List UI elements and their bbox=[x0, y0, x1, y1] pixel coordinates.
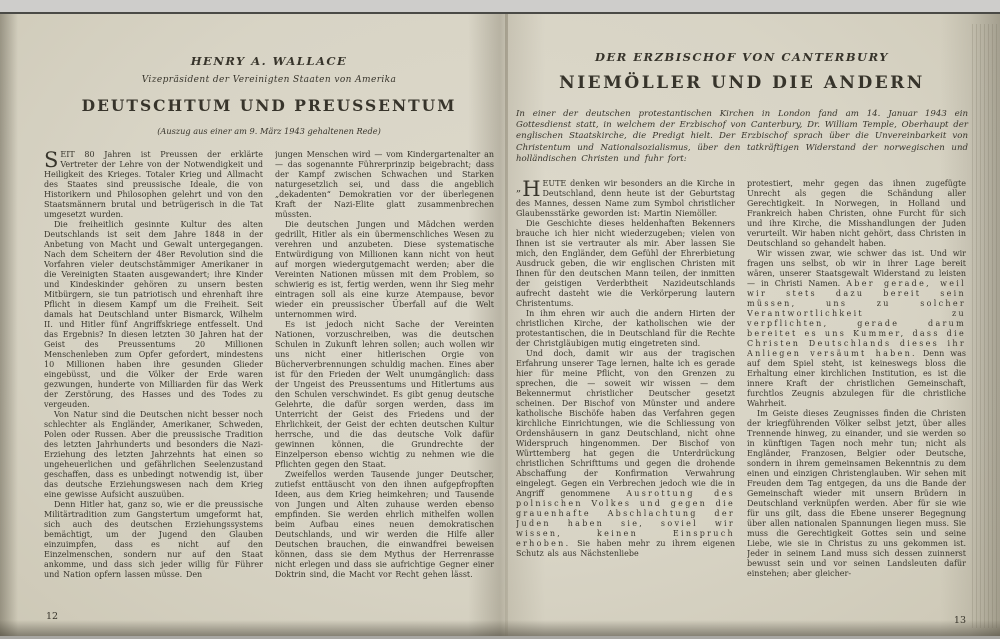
drop-cap: S bbox=[44, 150, 59, 172]
page-right bbox=[516, 50, 968, 628]
page-number-left: 12 bbox=[46, 611, 59, 622]
left-author-name: HENRY A. WALLACE bbox=[190, 54, 348, 68]
right-page-header bbox=[516, 50, 968, 93]
paragraph: Die deutschen Jungen und Mädchen werden gedrillt, Hitler als ein übermenschliches Wesen zu verehren und anzubeten. Diese systematische Entwürdigung von Millionen kann nicht von heut auf morgen wiedergutgemacht werden; aber die Vereinten Nationen müssen mit dem Problem, so schwierig es ist, fertig werden, wenn ihr Sieg mehr eintragen soll als eine kurze Atempause, bevor wieder ein preussischer Überfall auf die Welt unternommen wird. bbox=[275, 220, 494, 319]
right-intro-paragraph: In einer der deutschen protestantischen Kirchen in London fand am 14. Januar 1943 ein Gottesdienst statt, in welchem der Erzbischof von Canterbury, Dr. William Temple, Oberhaupt der englischen Staatskirche, die Predigt hielt. Der Erzbischof sprach über die Unvereinbarkeit von Christentum und Nationalsozialismus, über den tatkräftigen Widerstand der norwegischen und holländischen Christen und fuhr fort: bbox=[516, 109, 968, 164]
left-text-columns bbox=[44, 150, 494, 580]
paragraph: Die Geschichte dieses heldenhaften Bekenners brauche ich hier nicht wiederzugeben; vielen von Ihnen ist sie vertrauter als mir. Aber lassen Sie mich, den Engländer, dem Gefühl der Ehrerbietung Ausdruck geben, die wir englischen Christen mit Ihnen für den deutschen Mann teilen, der inmitten der geistigen Verderbtheit Nazideutschlands aufrecht dasteht wie die Verkörperung lautern Christentums. bbox=[516, 219, 735, 309]
page-number-right: 13 bbox=[953, 615, 966, 626]
text-column bbox=[747, 179, 966, 579]
paragraph: Und doch, damit wir aus der tragischen Erfahrung unserer Tage lernen, halte ich es gerade hier für meine Pflicht, von den Grenzen zu sprechen, die — soweit wir wissen — dem Bekennermut christlicher Deutscher gesetzt scheinen. Der Bischof von Münster und andere katholische Bischöfe haben das Verfahren gegen kirchliche Einrichtungen, wie die Schliessung von Ordenshäusern in ganz Deutschland, nicht ohne Widerspruch hingenommen. Der Bischof von Württemberg hat gegen die Unterdrückung christlichen Schrifttums und gegen die drohende Abschaffung der Konfirmation Verwahrung eingelegt. Gegen ein Verbrechen jedoch wie die in Angriff genommene Ausrottung des polnischen Volkes und gegen die grauenhafte Abschlachtung der Juden haben sie, soviel wir wissen, keinen Einspruch erhoben. Sie haben mehr zu ihrem eigenen Schutz als aus Nächstenliebe bbox=[516, 349, 735, 559]
paragraph: Wir wissen zwar, wie schwer das ist. Und wir fragen uns selbst, ob wir in ihrer Lage bereit wären, unserer Staatsgewalt Widerstand zu leisten — in Christi Namen. Aber gerade, weil wir stets dazu bereit sein müssen, uns zu solcher Verantwortlichkeit zu verpflichten, gerade darum bereitet es uns Kummer, dass die Christen Deutschlands dieses ihr Anliegen versäumt haben. Denn was auf dem Spiel steht, ist keineswegs bloss die Erhaltung einer kirchlichen Institution, es ist die innere Kraft der christlichen Gemeinschaft, furchtlos Zeugnis abzulegen für die christliche Wahrheit. bbox=[747, 249, 966, 409]
text-column bbox=[275, 150, 494, 580]
right-text-columns bbox=[516, 179, 968, 579]
page-left bbox=[44, 54, 494, 624]
text-column bbox=[44, 150, 263, 580]
paragraph: SEIT 80 Jahren ist Preussen der erklärte Vertreter der Lehre von der Notwendigkeit und Heiligkeit des Krieges. Totaler Krieg und Allmacht des Staates sind preussische Ideale, die von Historikern und Philosophen gelehrt und von den Staatsmännern brutal und betrügerisch in die Tat umgesetzt wurden. bbox=[44, 150, 263, 219]
paragraph: „ H EUTE denken wir besonders an die Kirche in Deutschland, denn heute ist der Geburtstag des Mannes, dessen Name zum Symbol christlicher Glaubensstärke geworden ist: Martin Niemöller. bbox=[516, 179, 735, 219]
left-author-subtitle: Vizepräsident der Vereinigten Staaten von Amerika bbox=[141, 75, 397, 85]
open-book bbox=[0, 14, 1000, 636]
left-page-header bbox=[44, 54, 494, 136]
text-column bbox=[516, 179, 735, 579]
drop-cap: H bbox=[522, 179, 541, 202]
book-gutter-crease bbox=[505, 14, 508, 636]
photo-background-top bbox=[0, 0, 1000, 15]
paragraph: Im Geiste dieses Zeugnisses finden die Christen der kriegführenden Völker selbst jetzt, über alles Trennende hinweg, zu einander, und sie werden so in künftigen Tagen noch mehr tun; nicht als Engländer, Franzosen, Belgier oder Deutsche, sondern in ihrem gemeinsamen Bekenntnis zu dem einen und einzigen Christenglauben. Wir sehen mit Freuden dem Tag entgegen, da uns die Bande der Gemeinschaft wieder mit unsern Brüdern in Deutschland verknüpfen werden. Aber für sie wie für uns gilt, dass die Ebene unserer Begegnung über allen nationalen Spannungen liegen muss. Sie muss die Gerechtigkeit Gottes sein und seine Liebe, wie sie in Christus zu uns gekommen ist. Jeder in seinem Land muss sich dessen zuinnerst bewusst sein und vor seinen Landsleuten dafür einstehen; aber gleicher- bbox=[747, 409, 966, 579]
page-stack-edges bbox=[972, 24, 998, 628]
paragraph: Von Natur sind die Deutschen nicht besser noch schlechter als Engländer, Amerikaner, Schweden, Polen oder Russen. Aber die preussische Tradition des letzten Jahrhunderts und besonders die Nazi-Erziehung des letzten Jahrzehnts hat einen so ungeheuerlichen und gefährlichen Seelenzustand geschaffen, dass es unbedingt notwendig ist, über das deutsche Erziehungswesen nach dem Krieg eine gewisse Aufsicht auszuüben. bbox=[44, 410, 263, 499]
paragraph: Die freiheitlich gesinnte Kultur des alten Deutschlands ist seit dem Jahre 1848 in der Anbetung von Macht und Gewalt untergegangen. Nach dem Scheitern der 48er Revolution sind die Vorfahren vieler deutschstämmiger Amerikaner in die Vereinigten Staaten ausgewandert; ihre Kinder und Kindeskinder gehören zu unsern besten Mitbürgern, sie tun patriotisch und ehrenhaft ihre Pflicht in diesem Kampf um die Freiheit. Seit damals hat Deutschland unter Bismarck, Wilhelm II. und Hitler fünf Angriffskriege entfesselt. Und das Ergebnis? In diesen letzten 30 Jahren hat der Geist des Preussentums 20 Millionen Menschenleben zum Opfer gefordert, mindestens 10 Millionen haben ihre gesunden Glieder eingebüsst, und die Völker der Erde waren gezwungen, hunderte von Milliarden für das Werk der Zerstörung, des Hasses und des Todes zu vergeuden. bbox=[44, 220, 263, 409]
paragraph: Denn Hitler hat, ganz so, wie er die preussische Militärtradition zum Gangstertum umgeformt hat, sich auch des deutschen Erziehungssystems bemächtigt, um der Jugend den Glauben einzuimpfen, dass es nicht auf den Einzelmenschen, sondern nur auf den Staat ankomme, und dass sich jeder willig für Führer und Nation opfern lassen müsse. Den bbox=[44, 500, 263, 579]
right-author-name: DER ERZBISCHOF VON CANTERBURY bbox=[594, 50, 889, 64]
paragraph: Es ist jedoch nicht Sache der Vereinten Nationen, vorzuschreiben, was die deutschen Schulen in Zukunft lehren sollen; auch wollen wir uns nicht einer hitlerischen Orgie von Bücherverbrennungen schuldig machen. Eines aber ist für den Frieden der Welt unumgänglich: dass der Ungeist des Preussentums und Hitlertums aus den Schulen verschwindet. Es gibt genug deutsche Gelehrte, die dafür sorgen werden, dass im Unterricht der Geist des Friedens und der Ehrlichkeit, der Geist der echten deutschen Kultur herrsche, und die das deutsche Volk dafür gewinnen können, die Grundrechte der Einzelperson ebenso wichtig zu nehmen wie die Pflichten gegen den Staat. bbox=[275, 320, 494, 469]
paragraph: jungen Menschen wird — vom Kindergartenalter an — das sogenannte Führerprinzip beigebracht; dass der Kampf zwischen Schwachen und Starken naturgesetzlich sei, und dass die angeblich „dekadenten“ Demokratien vor der überlegenen Kraft der Nazi-Elite glatt zusammenbrechen müssten. bbox=[275, 150, 494, 219]
right-article-title: NIEMÖLLER UND DIE ANDERN bbox=[559, 73, 925, 93]
paragraph: protestiert, mehr gegen das ihnen zugefügte Unrecht als gegen die Schändung aller Gerechtigkeit. In Norwegen, in Holland und Frankreich haben Christen, ohne Furcht für sich und ihre Kirche, die Misshandlungen der Juden verurteilt. Wir haben nicht gehört, dass Christen in Deutschland so gehandelt haben. bbox=[747, 179, 966, 249]
left-article-title: DEUTSCHTUM UND PREUSSENTUM bbox=[81, 96, 457, 115]
paragraph: Zweifellos werden Tausende junger Deutscher, zutiefst enttäuscht von den ihnen aufgepfropften Ideen, aus dem Krieg heimkehren; und Tausende von Jungen und Alten zuhause werden ebenso empfinden. Sie werden ehrlich mithelfen wollen beim Aufbau eines neuen demokratischen Deutschlands, und wir werden die Hilfe aller Deutschen brauchen, die einwandfrei beweisen können, dass sie dem Mythus der Herrenrasse nicht erlegen und dass sie aufrichtige Gegner einer Doktrin sind, die Macht vor Recht gehen lässt. bbox=[275, 470, 494, 579]
left-article-subtitle: (Auszug aus einer am 9. März 1943 gehaltenen Rede) bbox=[157, 126, 381, 136]
paragraph: In ihm ehren wir auch die andern Hirten der christlichen Kirche, der katholischen wie der protestantischen, die in Deutschland für die Rechte der Christgläubigen mutig eingetreten sind. bbox=[516, 309, 735, 349]
